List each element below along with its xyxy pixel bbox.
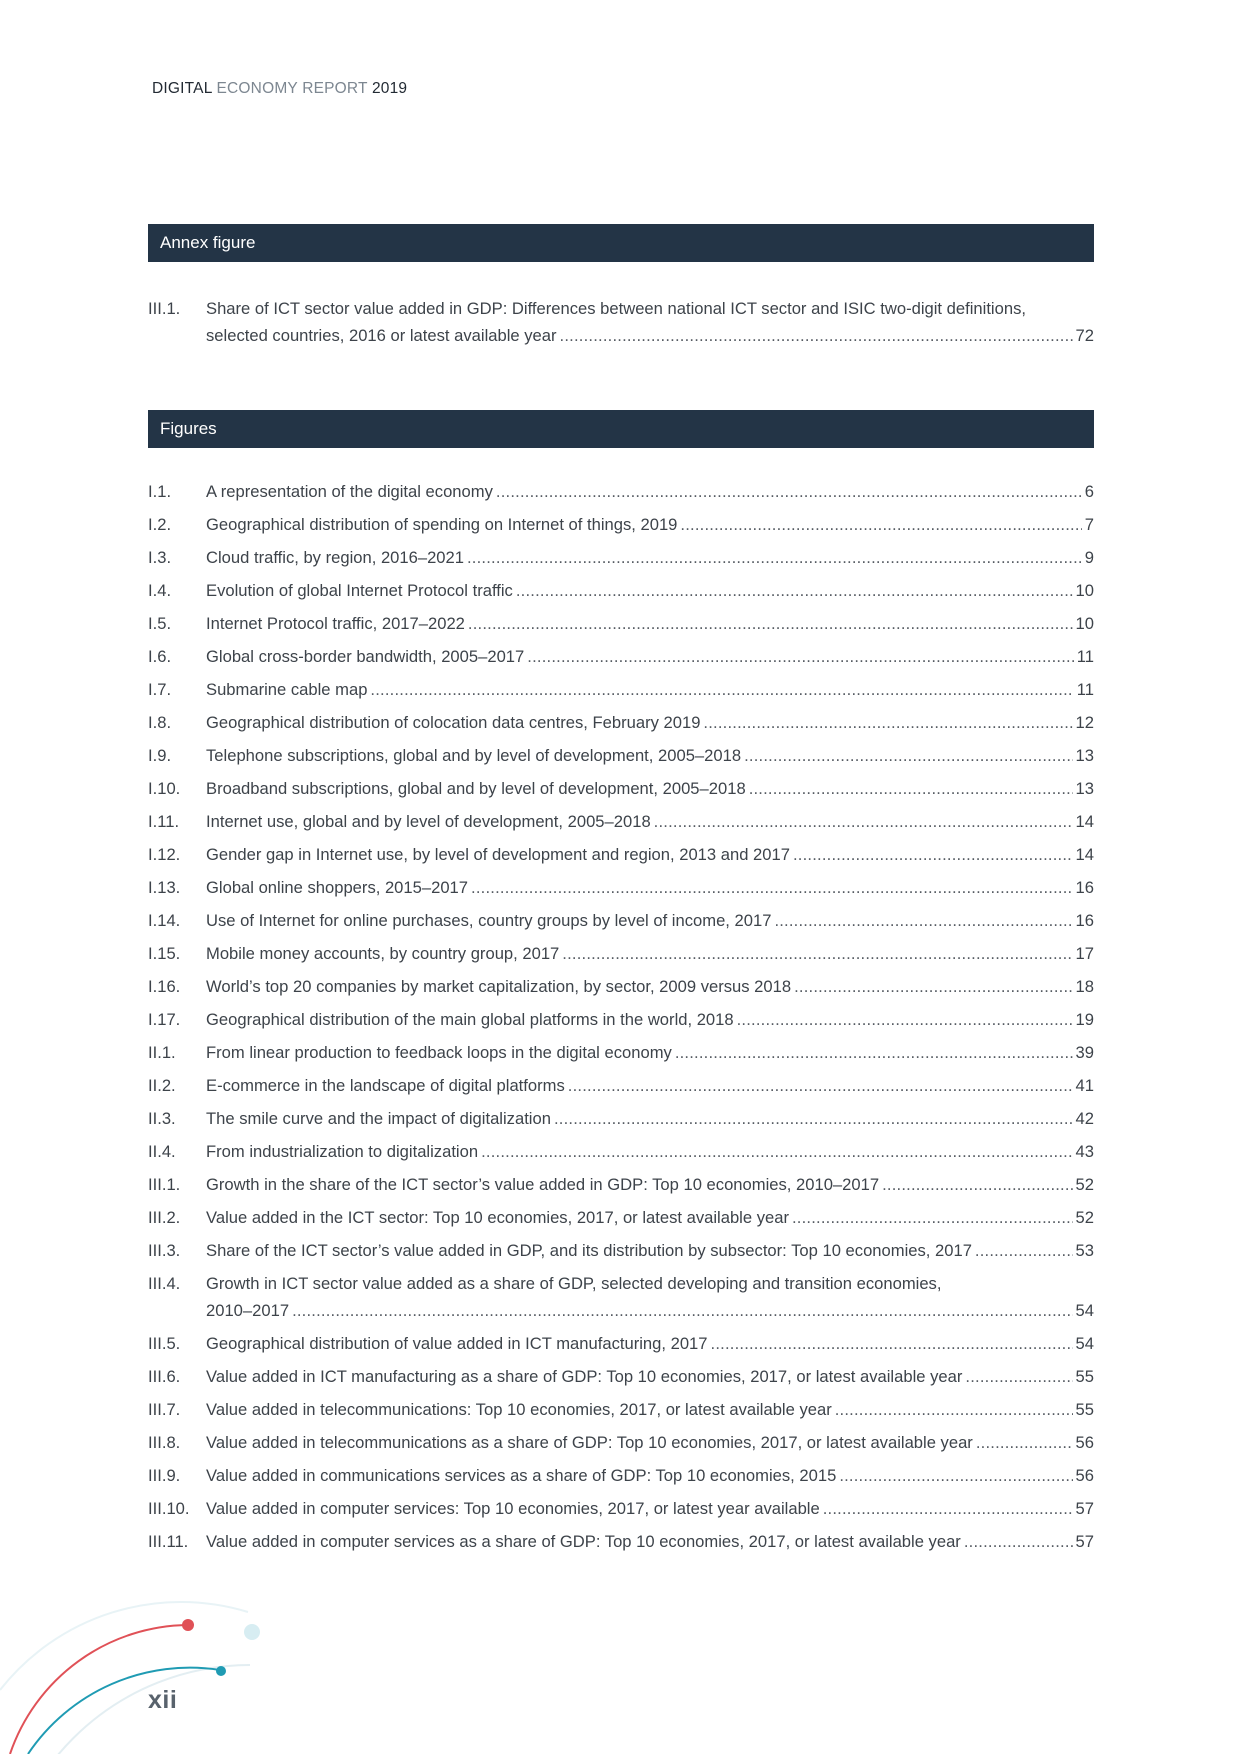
teal-dot [216, 1666, 226, 1676]
entry-body [206, 1429, 1094, 1462]
entry-title: Mobile money accounts, by country group, 2017 [206, 944, 560, 963]
entry-body [206, 709, 1094, 742]
entry-leader-line [206, 841, 1094, 868]
entry-body [206, 1462, 1094, 1495]
toc-entry[interactable] [148, 610, 1094, 643]
entry-leader-line [206, 808, 1094, 835]
entry-leader-line [206, 1006, 1094, 1033]
entry-leader-line [206, 1429, 1094, 1456]
entry-leader-line [206, 676, 1094, 703]
entry-title: A representation of the digital economy [206, 482, 493, 501]
entry-title: From linear production to feedback loops in the digital economy [206, 1043, 672, 1062]
entry-leader-line [206, 1330, 1094, 1357]
entry-title: Value added in the ICT sector: Top 10 economies, 2017, or latest available year [206, 1208, 789, 1227]
entry-number: I.4. [148, 581, 172, 600]
dot-leader [774, 907, 1072, 934]
dot-leader [965, 1363, 1072, 1390]
entry-title: Global cross-border bandwidth, 2005–2017 [206, 647, 525, 666]
entry-body [206, 577, 1094, 610]
entry-number: I.7. [148, 680, 172, 699]
entry-page-number: 57 [1075, 1499, 1094, 1518]
entry-number: I.8. [148, 713, 172, 732]
dot-leader [527, 643, 1074, 670]
toc-entry[interactable] [148, 676, 1094, 709]
toc-entry[interactable] [148, 1270, 1094, 1330]
toc-entry[interactable] [148, 1171, 1094, 1204]
entry-title: From industrialization to digitalization [206, 1142, 479, 1161]
toc-entry[interactable] [148, 940, 1094, 973]
dot-leader [976, 1429, 1073, 1456]
entry-leader-line [206, 1105, 1094, 1132]
entry-number: I.3. [148, 548, 172, 567]
entry-page-number: 43 [1075, 1142, 1094, 1161]
entry-leader-line [206, 1072, 1094, 1099]
toc-entry[interactable] [148, 874, 1094, 907]
entry-number: III.6. [148, 1367, 181, 1386]
entry-number: III.11. [148, 1532, 189, 1551]
entry-title: Geographical distribution of value added in ICT manufacturing, 2017 [206, 1334, 708, 1353]
entry-page-number: 56 [1075, 1433, 1094, 1452]
running-head-year: 2019 [371, 80, 408, 97]
toc-entry[interactable] [148, 907, 1094, 940]
entry-title: World’s top 20 companies by market capitalization, by sector, 2009 versus 2018 [206, 977, 792, 996]
dot-leader [560, 322, 1073, 349]
entry-leader-line [206, 322, 1094, 349]
figures-heading: Figures [148, 410, 1094, 448]
entry-leader-line [206, 610, 1094, 637]
entry-leader-line [206, 742, 1094, 769]
dot-leader [744, 742, 1072, 769]
dot-leader [882, 1171, 1072, 1198]
entry-body [206, 478, 1094, 511]
entry-body [206, 1363, 1094, 1396]
entry-leader-line [206, 874, 1094, 901]
entry-leader-line [206, 1171, 1094, 1198]
entry-page-number: 14 [1075, 812, 1094, 831]
entry-page-number: 54 [1075, 1301, 1094, 1320]
entry-body [206, 874, 1094, 907]
toc-entry[interactable] [148, 1462, 1094, 1495]
entry-body [206, 1171, 1094, 1204]
entry-body [206, 841, 1094, 874]
toc-entry[interactable] [148, 544, 1094, 577]
entry-body [206, 1330, 1094, 1363]
entry-page-number: 57 [1075, 1532, 1094, 1551]
dot-leader [835, 1396, 1073, 1423]
toc-entry[interactable] [148, 775, 1094, 808]
running-head [152, 80, 407, 98]
entry-title: Value added in telecommunications as a share of GDP: Top 10 economies, 2017, or latest available year [206, 1433, 973, 1452]
entry-leader-line [206, 775, 1094, 802]
entry-body [206, 1495, 1094, 1528]
entry-page-number: 9 [1084, 548, 1094, 567]
dot-leader [467, 544, 1082, 571]
entry-page-number: 56 [1075, 1466, 1094, 1485]
toc-entry[interactable] [148, 1039, 1094, 1072]
entry-title: Value added in computer services as a share of GDP: Top 10 economies, 2017, or latest available year [206, 1532, 961, 1551]
toc-entry[interactable] [148, 1006, 1094, 1039]
entry-number: III.3. [148, 1241, 181, 1260]
toc-entry[interactable] [148, 742, 1094, 775]
entry-page-number: 41 [1075, 1076, 1094, 1095]
entry-title: selected countries, 2016 or latest available year [206, 326, 557, 345]
entry-title: Value added in computer services: Top 10 economies, 2017, or latest year available [206, 1499, 820, 1518]
entry-number: I.16. [148, 977, 181, 996]
dot-leader [964, 1528, 1073, 1555]
toc-entry[interactable] [148, 1396, 1094, 1429]
entry-number: I.11. [148, 812, 180, 831]
dot-leader [823, 1495, 1073, 1522]
entry-title: Gender gap in Internet use, by level of development and region, 2013 and 2017 [206, 845, 790, 864]
toc-entry[interactable] [148, 1363, 1094, 1396]
entry-title: Broadband subscriptions, global and by level of development, 2005–2018 [206, 779, 746, 798]
entry-leader-line [206, 544, 1094, 571]
entry-number: I.17. [148, 1010, 181, 1029]
toc-entry[interactable] [148, 1105, 1094, 1138]
entry-body [206, 907, 1094, 940]
entry-body [206, 1138, 1094, 1171]
toc-entry[interactable] [148, 478, 1094, 511]
dot-leader [703, 709, 1072, 736]
entry-leader-line [206, 1138, 1094, 1165]
dot-leader [675, 1039, 1073, 1066]
entry-page-number: 39 [1075, 1043, 1094, 1062]
dot-leader [468, 610, 1073, 637]
entry-body [206, 295, 1094, 349]
entry-body [206, 676, 1094, 709]
entry-number: II.4. [148, 1142, 176, 1161]
dot-leader [496, 478, 1082, 505]
dot-leader [554, 1105, 1073, 1132]
decorative-arcs-graphic [0, 1570, 280, 1754]
entry-number: I.15. [148, 944, 181, 963]
entry-leader-line [206, 940, 1094, 967]
dot-leader [794, 973, 1072, 1000]
entry-body [206, 1270, 1094, 1330]
entry-body [206, 1006, 1094, 1039]
entry-page-number: 55 [1075, 1400, 1094, 1419]
dot-leader [680, 511, 1081, 538]
entry-leader-line [206, 1039, 1094, 1066]
dot-leader [292, 1297, 1072, 1324]
entry-leader-line [206, 643, 1094, 670]
entry-body [206, 973, 1094, 1006]
entry-body [206, 1396, 1094, 1429]
entry-title: Internet use, global and by level of development, 2005–2018 [206, 812, 651, 831]
entry-number: III.8. [148, 1433, 181, 1452]
entry-page-number: 7 [1084, 515, 1094, 534]
entry-body [206, 511, 1094, 544]
toc-entry[interactable] [148, 1204, 1094, 1237]
toc-entry[interactable] [148, 709, 1094, 742]
toc-entry[interactable] [148, 1330, 1094, 1363]
entry-page-number: 10 [1075, 614, 1094, 633]
entry-body [206, 1237, 1094, 1270]
entry-title: Use of Internet for online purchases, country groups by level of income, 2017 [206, 911, 772, 930]
entry-number: I.12. [148, 845, 181, 864]
entry-leader-line [206, 1363, 1094, 1390]
entry-leader-line [206, 511, 1094, 538]
entry-number: I.2. [148, 515, 172, 534]
toc-entry[interactable] [148, 1237, 1094, 1270]
entry-page-number: 17 [1075, 944, 1094, 963]
entry-leader-line [206, 1495, 1094, 1522]
entry-number: III.1. [148, 1175, 181, 1194]
entry-leader-line [206, 907, 1094, 934]
entry-title: Geographical distribution of the main global platforms in the world, 2018 [206, 1010, 734, 1029]
entry-leader-line [206, 1462, 1094, 1489]
entry-leader-line [206, 709, 1094, 736]
toc-entry[interactable] [148, 973, 1094, 1006]
entry-title: Growth in the share of the ICT sector’s value added in GDP: Top 10 economies, 2010–2017 [206, 1175, 880, 1194]
entry-number: III.2. [148, 1208, 181, 1227]
annex-figure-list [148, 295, 1094, 349]
entry-number: I.6. [148, 647, 172, 666]
toc-entry[interactable] [148, 1429, 1094, 1462]
toc-entry[interactable] [148, 643, 1094, 676]
entry-number: III.9. [148, 1466, 181, 1485]
entry-page-number: 18 [1075, 977, 1094, 996]
entry-leader-line [206, 973, 1094, 1000]
entry-title-line1: Growth in ICT sector value added as a share of GDP, selected developing and transition economies, [206, 1274, 942, 1293]
entry-number: I.5. [148, 614, 172, 633]
dot-leader [516, 577, 1073, 604]
entry-title: Internet Protocol traffic, 2017–2022 [206, 614, 465, 633]
entry-body [206, 742, 1094, 775]
toc-entry[interactable] [148, 841, 1094, 874]
dot-leader [568, 1072, 1073, 1099]
entry-leader-line [206, 1396, 1094, 1423]
entry-body [206, 1039, 1094, 1072]
arc-outer-light [0, 1602, 248, 1690]
entry-leader-line [206, 478, 1094, 505]
entry-number: III.5. [148, 1334, 181, 1353]
dot-leader [471, 874, 1073, 901]
entry-title: E-commerce in the landscape of digital platforms [206, 1076, 565, 1095]
dot-leader [654, 808, 1073, 835]
entry-number: I.13. [148, 878, 181, 897]
entry-page-number: 16 [1075, 911, 1094, 930]
entry-title: Geographical distribution of colocation data centres, February 2019 [206, 713, 701, 732]
entry-title: The smile curve and the impact of digitalization [206, 1109, 551, 1128]
toc-entry[interactable] [148, 1528, 1094, 1561]
figures-list [148, 478, 1094, 1561]
entry-leader-line [206, 1204, 1094, 1231]
entry-page-number: 14 [1075, 845, 1094, 864]
entry-number: III.10. [148, 1499, 190, 1518]
toc-entry[interactable] [148, 808, 1094, 841]
toc-entry[interactable] [148, 1495, 1094, 1528]
entry-number: I.10. [148, 779, 181, 798]
dot-leader [793, 841, 1073, 868]
toc-entry[interactable] [148, 577, 1094, 610]
entry-page-number: 19 [1075, 1010, 1094, 1029]
entry-title: Global online shoppers, 2015–2017 [206, 878, 469, 897]
dot-leader [370, 676, 1073, 703]
entry-leader-line [206, 1237, 1094, 1264]
entry-title: Cloud traffic, by region, 2016–2021 [206, 548, 464, 567]
entry-body [206, 1105, 1094, 1138]
entry-body [206, 940, 1094, 973]
dot-leader [975, 1237, 1073, 1264]
entry-number: II.1. [148, 1043, 176, 1062]
entry-body [206, 808, 1094, 841]
red-dot [182, 1619, 194, 1631]
page-folio: xii [148, 1686, 178, 1714]
entry-number: I.1. [148, 482, 172, 501]
dot-leader [711, 1330, 1073, 1357]
entry-page-number: 10 [1075, 581, 1094, 600]
entry-body [206, 610, 1094, 643]
toc-entry[interactable] [148, 295, 1094, 349]
entry-page-number: 54 [1075, 1334, 1094, 1353]
light-dot [244, 1624, 260, 1640]
dot-leader [749, 775, 1073, 802]
dot-leader [737, 1006, 1073, 1033]
running-head-economy-report: ECONOMY REPORT [216, 80, 368, 97]
entry-page-number: 16 [1075, 878, 1094, 897]
entry-title: 2010–2017 [206, 1301, 290, 1320]
entry-page-number: 55 [1075, 1367, 1094, 1386]
entry-title: Value added in communications services as a share of GDP: Top 10 economies, 2015 [206, 1466, 837, 1485]
entry-page-number: 52 [1075, 1175, 1094, 1194]
entry-body [206, 775, 1094, 808]
entry-body [206, 1528, 1094, 1561]
entry-title: Value added in ICT manufacturing as a share of GDP: Top 10 economies, 2017, or latest available year [206, 1367, 963, 1386]
entry-title: Evolution of global Internet Protocol traffic [206, 581, 513, 600]
annex-figure-heading: Annex figure [148, 224, 1094, 262]
dot-leader [792, 1204, 1073, 1231]
entry-body [206, 1204, 1094, 1237]
entry-page-number: 52 [1075, 1208, 1094, 1227]
entry-number: I.14. [148, 911, 181, 930]
entry-number: III.4. [148, 1274, 181, 1293]
entry-page-number: 11 [1076, 647, 1094, 666]
entry-page-number: 72 [1075, 326, 1094, 345]
entry-page-number: 13 [1075, 746, 1094, 765]
entry-leader-line [206, 577, 1094, 604]
entry-page-number: 13 [1075, 779, 1094, 798]
entry-page-number: 11 [1076, 680, 1094, 699]
entry-body [206, 1072, 1094, 1105]
entry-page-number: 42 [1075, 1109, 1094, 1128]
entry-title-line1: Share of ICT sector value added in GDP: Differences between national ICT sector and ISIC two-digit definitions, [206, 299, 1026, 318]
entry-number: III.7. [148, 1400, 181, 1419]
entry-leader-line [206, 1297, 1094, 1324]
entry-title: Submarine cable map [206, 680, 368, 699]
dot-leader [839, 1462, 1072, 1489]
entry-title: Share of the ICT sector’s value added in GDP, and its distribution by subsector: Top 10 economies, 2017 [206, 1241, 972, 1260]
toc-entry[interactable] [148, 1072, 1094, 1105]
entry-body [206, 544, 1094, 577]
entry-title: Value added in telecommunications: Top 10 economies, 2017, or latest available year [206, 1400, 832, 1419]
entry-page-number: 6 [1084, 482, 1094, 501]
entry-page-number: 12 [1075, 713, 1094, 732]
running-head-digital: DIGITAL [152, 80, 212, 97]
entry-number: III.1. [148, 299, 181, 318]
dot-leader [562, 940, 1072, 967]
entry-title: Geographical distribution of spending on Internet of things, 2019 [206, 515, 678, 534]
toc-entry[interactable] [148, 1138, 1094, 1171]
entry-page-number: 53 [1075, 1241, 1094, 1260]
entry-number: I.9. [148, 746, 172, 765]
entry-body [206, 643, 1094, 676]
entry-number: II.3. [148, 1109, 176, 1128]
entry-title: Telephone subscriptions, global and by level of development, 2005–2018 [206, 746, 742, 765]
entry-leader-line [206, 1528, 1094, 1555]
toc-entry[interactable] [148, 511, 1094, 544]
entry-number: II.2. [148, 1076, 176, 1095]
dot-leader [481, 1138, 1072, 1165]
